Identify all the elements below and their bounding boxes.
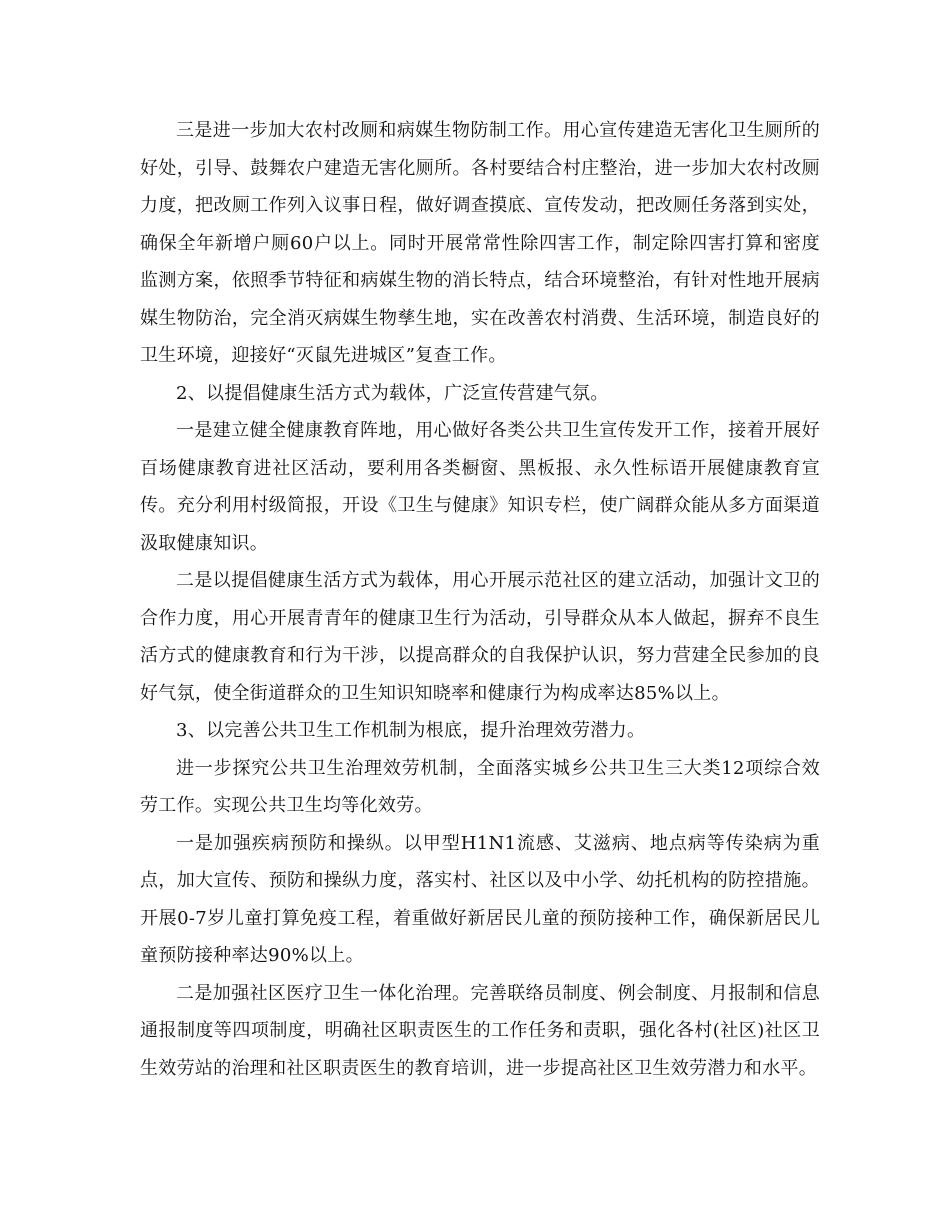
paragraph-rural-toilet-reform: 三是进一步加大农村改厕和病媒生物防制工作。用心宣传建造无害化卫生厕所的好处，引导、鼓舞农户建造无害化厕所。各村要结合村庄整治，进一步加大农村改厕力度，把改厕工作列入议事日程，做好调查摸底、宣传发动，把改厕任务落到实处，确保全年新增户厕60户以上。同时开展常常性除四害工作，制定除四害打算和密度监测方案，依照季节特征和病媒生物的消长特点，结合环境整治，有针对性地开展病媒生物防治，完全消灭病媒生物孳生地，实在改善农村消费、生活环境，制造良好的卫生环境，迎接好“灭鼠先进城区”复查工作。 xyxy=(140,120,820,366)
paragraph-demonstration-community: 二是以提倡健康生活方式为载体，用心开展示范社区的建立活动，加强计文卫的合作力度，用心开展青青年的健康卫生行为活动，引导群众从本人做起，摒弃不良生活方式的健康教育和行为干涉，以提高群众的自我保护认识，努力营建全民参加的良好气氛，使全街道群众的卫生知识知晓率和健康行为构成率达85%以上。 xyxy=(140,570,820,704)
paragraph-health-education-base: 一是建立健全健康教育阵地，用心做好各类公共卫生宣传发开工作，接着开展好百场健康教育进社区活动，要利用各类橱窗、黑板报、永久性标语开展健康教育宣传。充分利用村级简报，开设《卫生与健康》知识专栏，使广阔群众能从多方面渠道汲取健康知识。 xyxy=(140,420,820,554)
document-body xyxy=(140,112,820,1087)
paragraph-heading-2: 2、以提倡健康生活方式为载体，广泛宣传营建气氛。 xyxy=(176,382,609,404)
paragraph-public-health-mechanism: 进一步探究公共卫生治理效劳机制，全面落实城乡公共卫生三大类12项综合效劳工作。实现公共卫生均等化效劳。 xyxy=(140,757,820,816)
paragraph-community-medical: 二是加强社区医疗卫生一体化治理。完善联络员制度、例会制度、月报制和信息通报制度等四项制度，明确社区职责医生的工作任务和责职，强化各村(社区)社区卫生效劳站的治理和社区职责医生的教育培训，进一步提高社区卫生效劳潜力和水平。 xyxy=(140,982,820,1079)
paragraph-heading-3: 3、以完善公共卫生工作机制为根底，提升治理效劳潜力。 xyxy=(176,720,646,741)
paragraph-disease-prevention: 一是加强疾病预防和操纵。以甲型H1N1流感、艾滋病、地点病等传染病为重点，加大宣传、预防和操纵力度，落实村、社区以及中小学、幼托机构的防控措施。开展0-7岁儿童打算免疫工程，着重做好新居民儿童的预防接种工作，确保新居民儿童预防接种率达90%以上。 xyxy=(140,832,820,966)
